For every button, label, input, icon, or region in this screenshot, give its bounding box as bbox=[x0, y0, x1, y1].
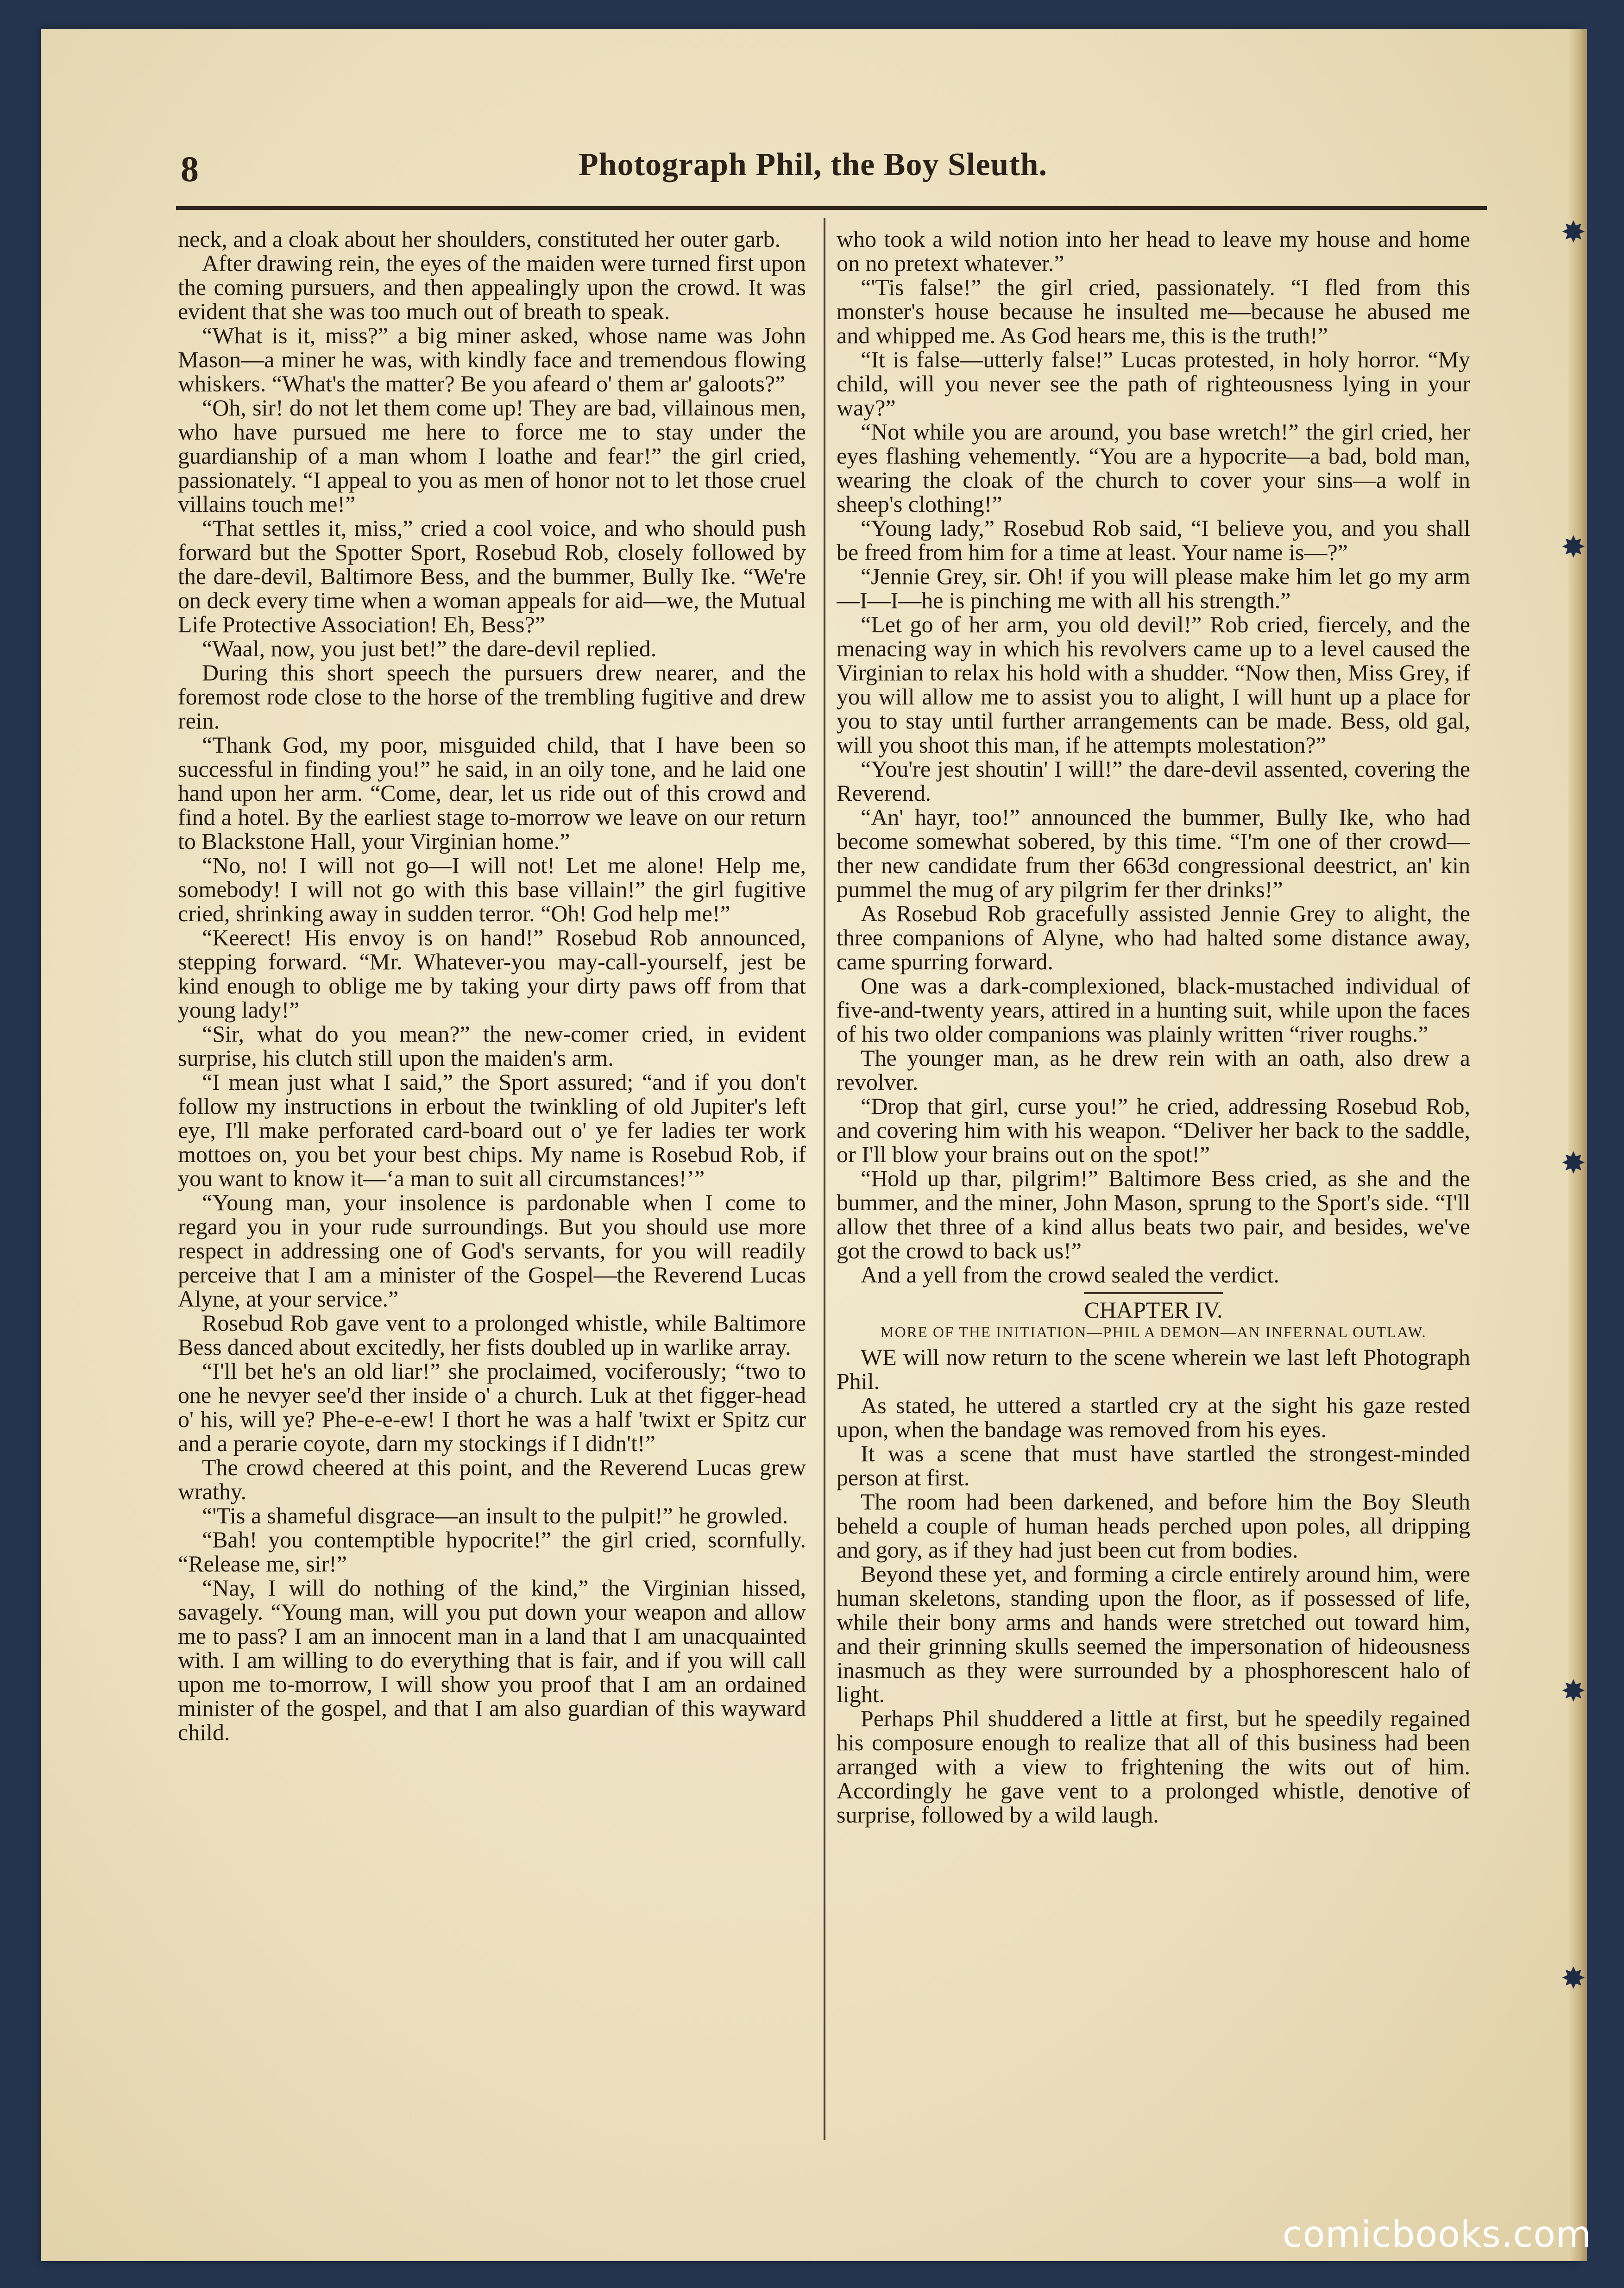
paragraph: “Waal, now, you just bet!” the dare-devil replied. bbox=[202, 635, 657, 661]
paragraph: who took a wild notion into her head to leave my house and home on no pretext whatever.” bbox=[837, 227, 1470, 276]
paragraph: “'Tis false!” the girl cried, passionately. “I fled from this monster's house because he insulted me—because he abused me and whipped me. As God hears me, this is the truth!” bbox=[837, 274, 1470, 348]
paragraph: During this short speech the pursuers drew nearer, and the foremost rode close to the horse of the trembling fugitive and drew rein. bbox=[178, 660, 806, 734]
paragraph: “It is false—utterly false!” Lucas protested, in holy horror. “My child, will you never see the path of righteousness lying in your way?” bbox=[837, 346, 1470, 421]
paragraph: One was a dark-complexioned, black-mustached individual of five-and-twenty years, attired in a hunting suit, while upon the faces of his two older companions was plainly written “river roughs.” bbox=[837, 973, 1470, 1047]
paragraph: The crowd cheered at this point, and the Reverend Lucas grew wrathy. bbox=[178, 1454, 806, 1504]
paragraph: “Keerect! His envoy is on hand!” Rosebud Rob announced, stepping forward. “Mr. Whatever-you may-call-yourself, jest be kind enough to oblige me by taking your dirty paws off from that young lady!” bbox=[178, 924, 806, 1023]
paragraph: After drawing rein, the eyes of the maiden were turned first upon the coming pursuers, and then appealingly upon the crowd. It was evident that she was too much out of breath to speak. bbox=[178, 250, 806, 324]
paragraph: “'Tis a shameful disgrace—an insult to the pulpit!” he growled. bbox=[202, 1502, 788, 1528]
paragraph: “Hold up thar, pilgrim!” Baltimore Bess cried, as she and the bummer, and the miner, John Mason, sprung to the Sport's side. “I'll allow thet three of a kind allus beats two pair, and besides, we've got the crowd to back us!” bbox=[837, 1165, 1470, 1263]
header-rule bbox=[176, 206, 1487, 210]
paragraph: “Sir, what do you mean?” the new-comer cried, in evident surprise, his clutch still upon the maiden's arm. bbox=[178, 1021, 806, 1071]
paragraph: “Young man, your insolence is pardonable when I come to regard you in your rude surroundings. But you should use more respect in addressing one of God's servants, for you will readily perceive that I am a minister of the Gospel—the Reverend Lucas Alyne, at your service.” bbox=[178, 1189, 806, 1312]
paragraph: “Let go of her arm, you old devil!” Rob cried, fiercely, and the menacing way in which his revolvers came up to a level caused the Virginian to relax his hold with a shudder. “Now then, Miss Grey, if you will allow me to assist you to alight, I will hunt up a place for you to stay until further arrangements can be made. Bess, old gal, will you shoot this man, if he attempts molestation?” bbox=[837, 611, 1470, 758]
paragraph: Rosebud Rob gave vent to a prolonged whistle, while Baltimore Bess danced about excitedly, her fists doubled up in warlike array. bbox=[178, 1310, 806, 1360]
binding-staple-icon: ✸ bbox=[1561, 1146, 1586, 1181]
paragraph: The room had been darkened, and before him the Boy Sleuth beheld a couple of human heads perched upon poles, all dripping and gory, as if they had just been cut from bodies. bbox=[837, 1489, 1470, 1563]
page-spine bbox=[1568, 29, 1587, 2261]
paragraph: “Nay, I will do nothing of the kind,” the Virginian hissed, savagely. “Young man, will you put down your weapon and allow me to pass? I am an innocent man in a land that I am unacquainted with. I am willing to do everything that is fair, and if you will call upon me to-morrow, I will show you proof that I am an ordained minister of the gospel, and that I am also guardian of this wayward child. bbox=[178, 1575, 806, 1745]
paragraph: “Thank God, my poor, misguided child, that I have been so successful in finding you!” he said, in an oily tone, and he laid one hand upon her arm. “Come, dear, let us ride out of this crowd and find a hotel. By the earliest stage to-morrow we leave on our return to Blackstone Hall, your Virginian home.” bbox=[178, 732, 806, 854]
binding-staple-icon: ✸ bbox=[1561, 530, 1586, 565]
paragraph: “You're jest shoutin' I will!” the dare-devil assented, covering the Reverend. bbox=[837, 756, 1470, 806]
paragraph: The younger man, as he drew rein with an oath, also drew a revolver. bbox=[837, 1045, 1470, 1095]
paragraph: “That settles it, miss,” cried a cool voice, and who should push forward but the Spotter Sport, Rosebud Rob, closely followed by the dare-devil, Baltimore Bess, and the bummer, Bully Ike. “We're on deck every time when a woman appeals for aid—we, the Mutual Life Protective Association! Eh, Bess?” bbox=[178, 515, 806, 637]
paragraph: “Bah! you contemptible hypocrite!” the girl cried, scornfully. “Release me, sir!” bbox=[178, 1527, 806, 1577]
paragraph: “Drop that girl, curse you!” he cried, addressing Rosebud Rob, and covering him with his weapon. “Deliver her back to the saddle, or I'll blow your brains out on the spot!” bbox=[837, 1093, 1470, 1167]
paragraph: It was a scene that must have startled the strongest-minded person at first. bbox=[837, 1440, 1470, 1490]
paragraph: “What is it, miss?” a big miner asked, whose name was John Mason—a miner he was, with kindly face and tremendous flowing whiskers. “What's the matter? Be you afeard o' them ar' galoots?” bbox=[178, 322, 806, 396]
binding-staple-icon: ✸ bbox=[1561, 1674, 1586, 1709]
paragraph: “An' hayr, too!” announced the bummer, Bully Ike, who had become somewhat sobered, by this time. “I'm one of ther crowd—ther new candidate frum ther 663d congressional deestrict, an' kin pummel the mug of ary pilgrim fer ther drinks!” bbox=[837, 804, 1470, 902]
paragraph: “Jennie Grey, sir. Oh! if you will please make him let go my arm—I—I—he is pinching me with all his strength.” bbox=[837, 563, 1470, 613]
paragraph: “I mean just what I said,” the Sport assured; “and if you don't follow my instructions in erbout the twinkling of old Jupiter's left eye, I'll make perforated card-board out o' ye fer ladies ter work mottoes on, you bet your best chips. My name is Rosebud Rob, if you want to know it—‘a man to suit all circumstances!’” bbox=[178, 1069, 806, 1191]
paragraph: neck, and a cloak about her shoulders, constituted her outer garb. bbox=[178, 227, 781, 252]
binding-staple-icon: ✸ bbox=[1561, 215, 1586, 250]
paragraph: “Not while you are around, you base wretch!” the girl cried, her eyes flashing vehemently. “You are a hypocrite—a bad, bold man, wearing the cloak of the church to cover your sins—a wolf in sheep's clothing!” bbox=[837, 419, 1470, 517]
chapter-heading: CHAPTER IV. bbox=[837, 1292, 1470, 1323]
paragraph: “I'll bet he's an old liar!” she proclaimed, vociferously; “two to one he nevyer see'd ther inside o' a church. Luk at thet figger-head o' his, will ye? Phe-e-e-ew! I thort he was a half 'twixt er Spitz cur and a perarie coyote, darn my stockings if I didn't!” bbox=[178, 1358, 806, 1456]
paragraph: As Rosebud Rob gracefully assisted Jennie Grey to alight, the three companions of Alyne, who had halted some distance away, came spurring forward. bbox=[837, 900, 1470, 974]
binding-staple-icon: ✸ bbox=[1561, 1961, 1586, 1996]
running-title: Photograph Phil, the Boy Sleuth. bbox=[578, 147, 1048, 182]
left-column bbox=[178, 227, 806, 2144]
page-number: 8 bbox=[181, 149, 199, 189]
right-column bbox=[837, 227, 1470, 2144]
chapter-subtitle: MORE OF THE INITIATION—PHIL A DEMON—AN INFERNAL OUTLAW. bbox=[880, 1324, 1427, 1341]
paragraph: “No, no! I will not go—I will not! Let me alone! Help me, somebody! I will not go with this base villain!” the girl fugitive cried, shrinking away in sudden terror. “Oh! God help me!” bbox=[178, 852, 806, 926]
site-watermark: comicbooks.com bbox=[1282, 2214, 1592, 2256]
column-divider bbox=[824, 218, 825, 2140]
paragraph: Beyond these yet, and forming a circle entirely around him, were human skeletons, standing upon the floor, as if possessed of life, while their bony arms and hands were stretched out toward him, and their grinning skulls seemed the impersonation of hideousness inasmuch as they were surrounded by a phosphorescent halo of light. bbox=[837, 1561, 1470, 1707]
paragraph: Perhaps Phil shuddered a little at first, but he speedily regained his composure enough to realize that all of this business had been arranged with a view to frightening the wits out of him. Accordingly he gave vent to a prolonged whistle, denotive of surprise, followed by a wild laugh. bbox=[837, 1705, 1470, 1828]
paragraph: And a yell from the crowd sealed the verdict. bbox=[861, 1262, 1279, 1288]
page-header bbox=[139, 144, 1487, 199]
paragraph: As stated, he uttered a startled cry at the sight his gaze rested upon, when the bandage was removed from his eyes. bbox=[837, 1392, 1470, 1442]
paragraph: “Young lady,” Rosebud Rob said, “I believe you, and you shall be freed from him for a time at least. Your name is—?” bbox=[837, 515, 1470, 565]
paragraph: “Oh, sir! do not let them come up! They are bad, villainous men, who have pursued me here to force me to stay under the guardianship of a man whom I loathe and fear!” the girl cried, passionately. “I appeal to you as men of honor not to let those cruel villains touch me!” bbox=[178, 395, 806, 517]
paragraph: WE will now return to the scene wherein we last left Photograph Phil. bbox=[837, 1344, 1470, 1394]
